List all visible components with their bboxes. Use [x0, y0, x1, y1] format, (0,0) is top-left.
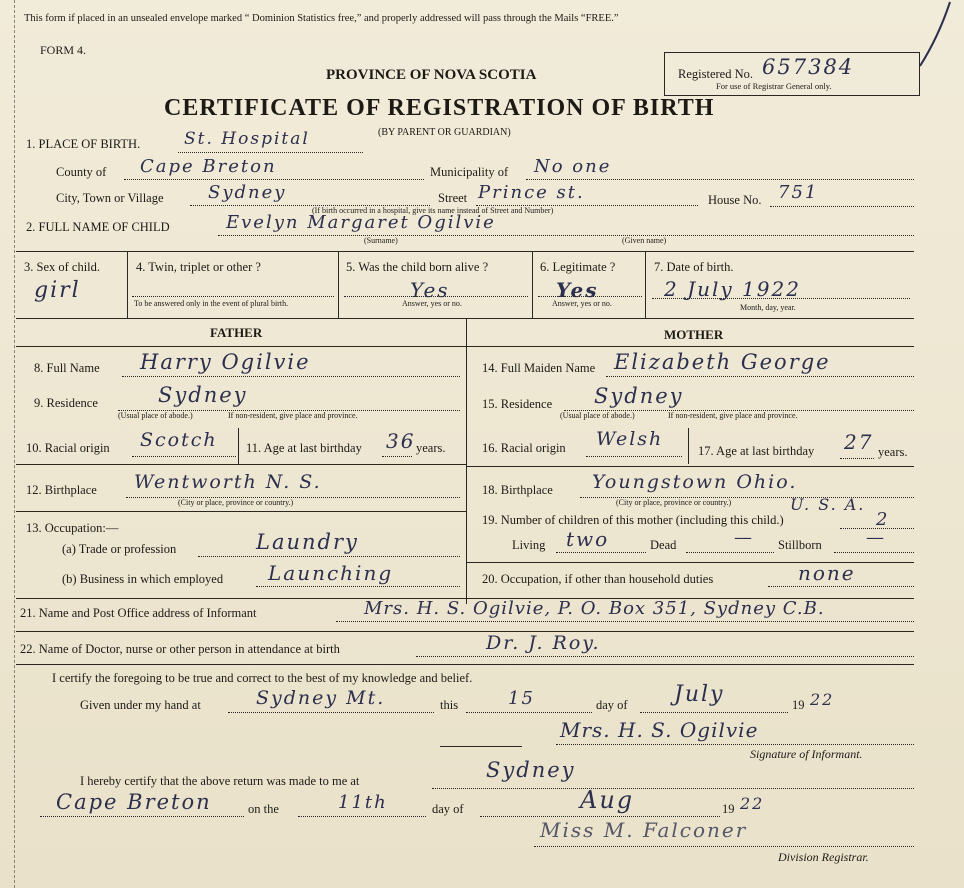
row3-divider-3: [532, 251, 533, 318]
registrar-place-line: [432, 788, 914, 789]
informant-value: Mrs. H. S. Ogilvie, P. O. Box 351, Sydney C.B.: [364, 598, 825, 619]
mother-birthplace-label: 18. Birthplace: [482, 483, 553, 497]
given-place-line: [228, 712, 434, 713]
city-label: City, Town or Village: [56, 191, 164, 205]
alive-value: Yes: [410, 278, 450, 302]
municipality-label: Municipality of: [430, 165, 509, 179]
given-place-value: Sydney Mt.: [256, 687, 386, 709]
row3-bottom-rule: [16, 318, 914, 319]
mother-name-value: Elizabeth George: [614, 350, 831, 374]
doctor-bottom-rule: [16, 664, 914, 665]
doctor-line: [416, 656, 914, 657]
father-age-label: 11. Age at last birthday: [246, 441, 362, 455]
dead-value: —: [734, 527, 754, 548]
father-name-value: Harry Ogilvie: [140, 350, 311, 374]
dead-label: Dead: [650, 538, 677, 552]
legitimate-note: Answer, yes or no.: [552, 299, 612, 308]
child-name-value: Evelyn Margaret Ogilvie: [226, 212, 496, 233]
county-value: Cape Breton: [140, 156, 277, 177]
mother-age-unit: years.: [878, 445, 908, 459]
father-racial-label: 10. Racial origin: [26, 441, 110, 455]
registrar-note: For use of Registrar General only.: [716, 81, 832, 91]
mother-age-value: 27: [844, 430, 874, 454]
street-value: Prince st.: [478, 182, 585, 203]
registrar-day-line: [298, 816, 426, 817]
mother-residence-value: Sydney: [594, 384, 684, 408]
father-birthplace-rule: [16, 511, 466, 512]
row3-divider-1: [127, 251, 128, 318]
mother-heading: MOTHER: [664, 327, 724, 342]
father-birthplace-line: [126, 497, 460, 498]
mailing-notice: This form if placed in an unsealed envelope marked “ Dominion Statistics free,” and properly addressed will pass through the Mails “FREE.”: [24, 13, 619, 24]
registrar-year-prefix: 19: [722, 802, 735, 816]
registrar-day-of-label: day of: [432, 802, 464, 816]
informant-line: [336, 621, 914, 622]
date-of-birth-line: [652, 298, 910, 299]
row3-divider-2: [338, 251, 339, 318]
doctor-label: 22. Name of Doctor, nurse or other person in attendance at birth: [20, 642, 340, 656]
father-age-value: 36: [386, 429, 416, 453]
given-day-of-label: day of: [596, 698, 628, 712]
father-birthplace-value: Wentworth N. S.: [134, 471, 322, 493]
county-label: County of: [56, 165, 107, 179]
mother-residence-label: 15. Residence: [482, 397, 553, 411]
father-trade-line: [198, 556, 460, 557]
dead-line: [686, 552, 774, 553]
informant-bottom-rule: [16, 631, 914, 632]
registrar-signature-line: [534, 846, 914, 847]
municipality-value: No one: [534, 156, 612, 177]
living-line: [556, 552, 646, 553]
father-business-line: [256, 586, 460, 587]
street-note: (If birth occurred in a hospital, give its name instead of Street and Number): [312, 206, 554, 215]
given-year-prefix: 19: [792, 698, 805, 712]
mother-residence-note: (Usual place of abode.): [560, 411, 635, 420]
father-trade-label: (a) Trade or profession: [62, 542, 177, 556]
alive-note: Answer, yes or no.: [402, 299, 462, 308]
twin-line: [132, 296, 334, 297]
mother-racial-label: 16. Racial origin: [482, 441, 566, 455]
mother-name-line: [606, 376, 914, 377]
mother-racial-value: Welsh: [596, 428, 664, 450]
province-heading: PROVINCE OF NOVA SCOTIA: [326, 67, 537, 83]
certify-text: I certify the foregoing to be true and correct to the best of my knowledge and belief.: [52, 671, 473, 685]
father-trade-value: Laundry: [256, 530, 359, 554]
registrar-on-label: on the: [248, 802, 279, 816]
father-birthplace-note: (City or place, province or country.): [178, 498, 294, 507]
mother-name-label: 14. Full Maiden Name: [482, 361, 596, 375]
twin-label: 4. Twin, triplet or other ?: [136, 260, 261, 274]
legitimate-label: 6. Legitimate ?: [540, 260, 616, 274]
legitimate-value: Yes: [556, 278, 599, 302]
given-month-value: July: [674, 682, 725, 707]
father-residence-value: Sydney: [158, 383, 248, 407]
registered-number: 657384: [762, 55, 855, 79]
house-line: [770, 206, 914, 207]
parents-heading-rule: [16, 346, 914, 347]
informant-signature: Mrs. H. S. Ogilvie: [560, 718, 759, 742]
legitimate-line: [538, 296, 642, 297]
form-number: FORM 4.: [40, 43, 87, 57]
registrar-month-value: Aug: [580, 786, 635, 814]
alive-label: 5. Was the child born alive ?: [346, 260, 489, 274]
given-this-label: this: [440, 698, 459, 712]
registrar-month-line: [480, 816, 720, 817]
mother-age-divider: [688, 428, 689, 464]
alive-line: [344, 296, 528, 297]
place-of-birth-value: St. Hospital: [184, 129, 310, 149]
father-racial-value: Scotch: [140, 429, 218, 451]
given-day-value: 15: [508, 688, 535, 709]
stillborn-line: [834, 552, 914, 553]
date-of-birth-label: 7. Date of birth.: [654, 260, 734, 274]
mother-children-label: 19. Number of children of this mother (including this child.): [482, 513, 784, 527]
registrar-county-value: Cape Breton: [56, 790, 212, 814]
mother-occupation-value: none: [798, 561, 856, 585]
house-label: House No.: [708, 193, 762, 207]
doctor-value: Dr. J. Roy.: [486, 632, 601, 654]
mother-birthplace-note: (City or place, province or country.): [616, 498, 732, 507]
given-day-line: [466, 712, 592, 713]
mother-age-rule: [466, 466, 914, 467]
father-business-label: (b) Business in which employed: [62, 572, 224, 586]
perforated-edge: [0, 0, 15, 888]
mother-birthplace-value2: U. S. A.: [790, 495, 866, 514]
informant-signature-line: [556, 744, 914, 745]
father-business-value: Launching: [268, 561, 394, 585]
pen-flourish: [900, 0, 960, 80]
registrar-signature-label: Division Registrar.: [778, 850, 869, 864]
date-of-birth-note: Month, day, year.: [740, 303, 796, 312]
father-name-label: 8. Full Name: [34, 361, 100, 375]
mother-children-value: 2: [876, 509, 890, 530]
row3-top-rule: [16, 251, 914, 252]
given-month-line: [640, 712, 788, 713]
surname-note: (Surname): [364, 236, 398, 245]
registrar-text: I hereby certify that the above return was made to me at: [80, 774, 360, 788]
given-year-value: 22: [810, 690, 835, 709]
registrar-signature: Miss M. Falconer: [540, 818, 748, 842]
given-under-label: Given under my hand at: [80, 698, 201, 712]
father-birthplace-label: 12. Birthplace: [26, 483, 97, 497]
mother-racial-line: [586, 456, 682, 457]
mother-occupation-label: 20. Occupation, if other than household duties: [482, 572, 714, 586]
stillborn-label: Stillborn: [778, 538, 822, 552]
informant-signature-label: Signature of Informant.: [750, 747, 863, 761]
child-name-label: 2. FULL NAME OF CHILD: [26, 220, 170, 234]
child-name-line: [218, 235, 914, 236]
sex-value: girl: [34, 278, 81, 303]
father-age-divider: [238, 428, 239, 464]
city-value: Sydney: [208, 182, 287, 203]
house-value: 751: [778, 182, 819, 203]
father-occupation-label: 13. Occupation:—: [26, 521, 119, 535]
father-residence-note: (Usual place of abode.): [118, 411, 193, 420]
certificate-title: CERTIFICATE OF REGISTRATION OF BIRTH: [164, 95, 715, 121]
sex-label: 3. Sex of child.: [24, 260, 101, 274]
father-name-line: [122, 376, 460, 377]
father-age-unit: years.: [416, 441, 446, 455]
living-value: two: [566, 527, 610, 551]
registrar-county-line: [40, 816, 244, 817]
row3-divider-4: [645, 251, 646, 318]
municipality-line: [526, 179, 914, 180]
certificate-subtitle: (BY PARENT OR GUARDIAN): [378, 127, 511, 138]
father-residence-note2: If non-resident, give place and province.: [228, 411, 358, 420]
county-line: [124, 179, 424, 180]
father-age-rule: [16, 464, 466, 465]
registrar-year-value: 22: [740, 794, 765, 813]
registered-label: Registered No.: [678, 67, 753, 81]
date-of-birth-value: 2 July 1922: [664, 277, 801, 301]
place-of-birth-line: [178, 152, 363, 153]
signature-short-rule: [440, 746, 522, 747]
informant-label: 21. Name and Post Office address of Informant: [20, 606, 257, 620]
father-age-line: [382, 456, 412, 457]
mother-residence-note2: If non-resident, give place and province.: [668, 411, 798, 420]
stillborn-value: —: [866, 527, 886, 548]
father-racial-line: [132, 456, 236, 457]
registrar-day-value: 11th: [338, 792, 388, 813]
place-of-birth-label: 1. PLACE OF BIRTH.: [26, 137, 141, 151]
street-label: Street: [438, 191, 468, 205]
registrar-place-value: Sydney: [486, 758, 576, 782]
father-heading: FATHER: [210, 325, 263, 340]
living-label: Living: [512, 538, 546, 552]
mother-age-label: 17. Age at last birthday: [698, 444, 815, 458]
given-name-note: (Given name): [622, 236, 667, 245]
mother-occupation-line: [768, 586, 914, 587]
father-residence-label: 9. Residence: [34, 396, 98, 410]
mother-birthplace-value: Youngstown Ohio.: [592, 471, 798, 493]
twin-note: To be answered only in the event of plural birth.: [134, 299, 289, 308]
mother-age-line: [840, 458, 874, 459]
